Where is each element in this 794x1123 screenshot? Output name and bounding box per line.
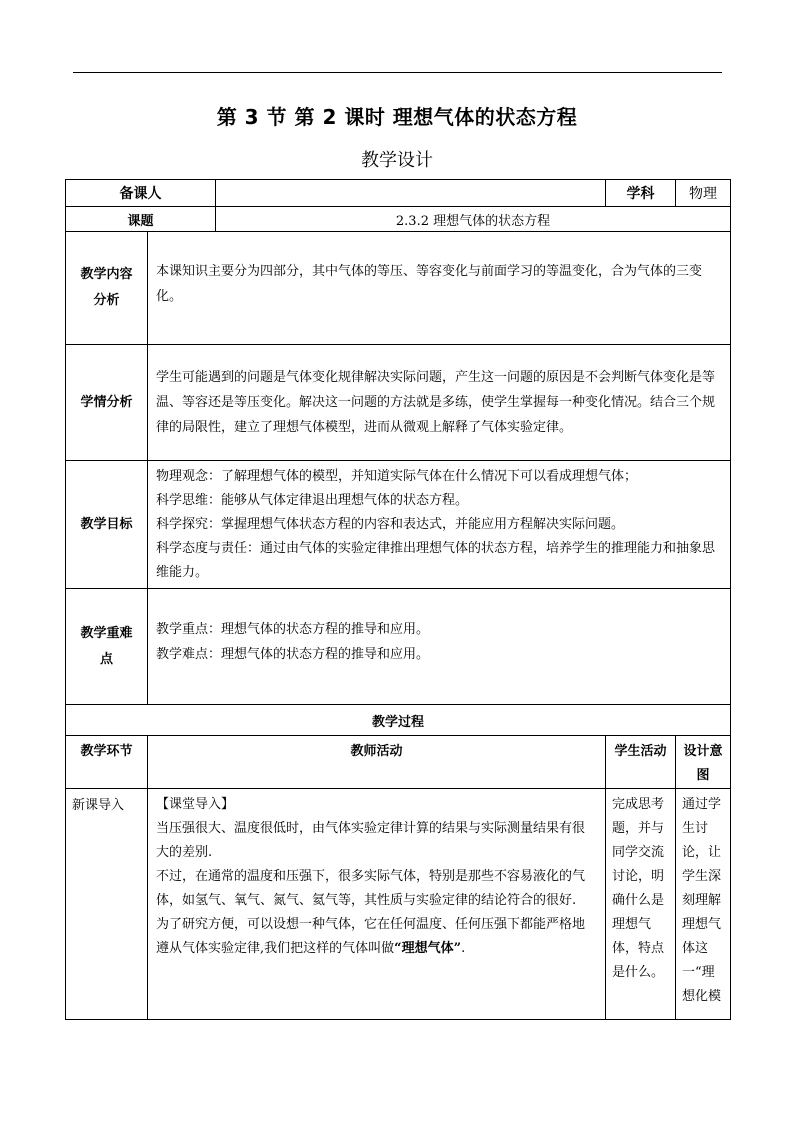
- learner-analysis-text: 学生可能遇到的问题是气体变化规律解决实际问题，产生这一问题的原因是不会判断气体变化是等温、等容还是等压变化。解决这一问题的方法就是多练，使学生掌握每一种变化情况。结合三个规律的局限性，建立了理想气体模型，进而从微观上解释了气体实验定律。: [148, 345, 731, 461]
- preparer-value: [216, 180, 606, 207]
- objective-item: 科学思维：能够从气体定律退出理想气体的状态方程。: [156, 492, 469, 508]
- teacher-paragraph: 当压强很大、温度很低时，由气体实验定律计算的结果与实际测量结果有很大的差别.: [156, 821, 586, 860]
- content-analysis-row: [66, 232, 731, 345]
- info-row: [66, 180, 731, 207]
- process-heading-row: [66, 705, 731, 736]
- key-points-label: 教学重难 点: [66, 589, 148, 705]
- stage-cell: 新课导入: [66, 789, 148, 1020]
- objective-item: 科学态度与责任：通过由气体的实验定律推出理想气体的状态方程，培养学生的推理能力和抽象思维能力。: [156, 540, 716, 580]
- col-design: 设计意图: [676, 736, 731, 789]
- process-row: [66, 789, 731, 1020]
- subject-value: 物理: [676, 180, 731, 207]
- col-stage: 教学环节: [66, 736, 148, 789]
- col-teacher: 教师活动: [148, 736, 606, 789]
- objectives-label: 教学目标: [66, 461, 148, 589]
- teacher-paragraph: 为了研究方便，可以设想一种气体，它在任何温度、任何压强下都能严格地遵从气体实验定律,我们把这样的气体叫做“理想气体”.: [156, 917, 586, 956]
- topic-label: 课题: [66, 207, 216, 232]
- key-points-text: [148, 589, 731, 705]
- preparer-label: 备课人: [66, 180, 216, 207]
- topic-value: 2.3.2 理想气体的状态方程: [216, 207, 731, 232]
- page-title: 第 3 节 第 2 课时 理想气体的状态方程: [216, 105, 578, 129]
- objectives-list: [148, 461, 731, 589]
- lesson-plan-table: [65, 179, 731, 1020]
- content-analysis-label: 教学内容 分析: [66, 232, 148, 345]
- page-subtitle: 教学设计: [361, 150, 433, 171]
- header-rule: [73, 72, 722, 73]
- student-activity: 完成思考题，并与同学交流讨论，明确什么是理想气体，特点是什么。: [606, 789, 676, 1020]
- objective-item: 科学探究：掌握理想气体状态方程的内容和表达式，并能应用方程解决实际问题。: [156, 516, 625, 532]
- teacher-paragraph: 不过，在通常的温度和压强下，很多实际气体，特别是那些不容易液化的气体，如氢气、氧气、氮气、氦气等，其性质与实验定律的结论符合的很好.: [156, 869, 586, 908]
- process-columns-row: [66, 736, 731, 789]
- teacher-heading: 【课堂导入】: [156, 797, 235, 812]
- subject-label: 学科: [606, 180, 676, 207]
- content-analysis-text: 本课知识主要分为四部分，其中气体的等压、等容变化与前面学习的等温变化，合为气体的三变化。: [148, 232, 731, 345]
- focus-text: 教学重点：理想气体的状态方程的推导和应用。: [156, 622, 430, 637]
- design-intent: 通过学生讨论，让学生深刻理解理想气体这一“理想化模: [676, 789, 731, 1020]
- learner-analysis-label: 学情分析: [66, 345, 148, 461]
- process-heading: 教学过程: [66, 705, 731, 736]
- difficulty-text: 教学难点：理想气体的状态方程的推导和应用。: [156, 647, 430, 662]
- objective-item: 物理观念：了解理想气体的模型，并知道实际气体在什么情况下可以看成理想气体；: [156, 468, 638, 484]
- col-student: 学生活动: [606, 736, 676, 789]
- key-points-row: [66, 589, 731, 705]
- learner-analysis-row: [66, 345, 731, 461]
- ideal-gas-term: “理想气体”: [394, 941, 462, 956]
- topic-row: [66, 207, 731, 232]
- objectives-row: [66, 461, 731, 589]
- teacher-activity: [148, 789, 606, 1020]
